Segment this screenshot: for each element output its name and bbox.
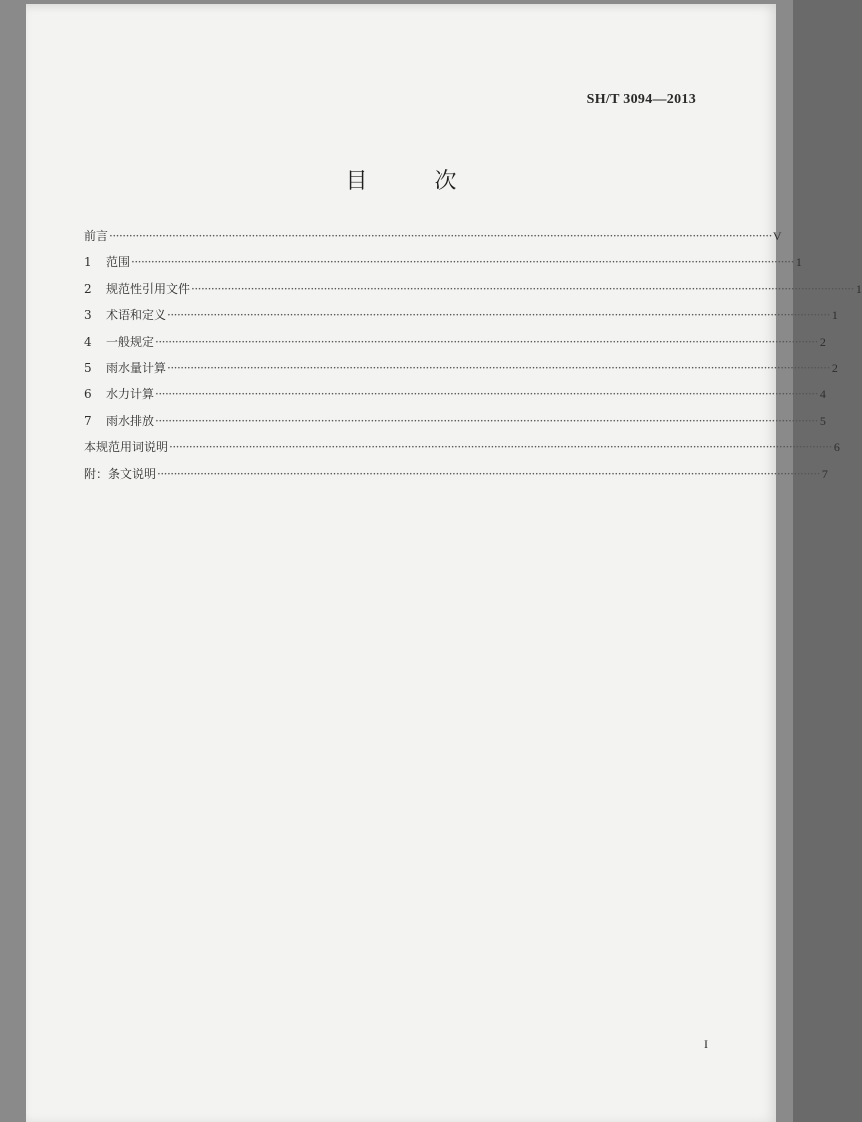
toc-dot-leader: ········································································································································································································ [109,229,772,243]
toc-entry-number: 3 [84,308,92,323]
toc-entry-page: 1 [831,308,838,323]
toc-entry[interactable] [84,465,828,491]
toc-entry-page: 1 [795,255,802,270]
toc-title: 目 次 [345,169,487,194]
toc-entry-page: 6 [833,440,840,455]
toc-entry-label: 水力计算 [106,387,155,402]
document-page [26,4,862,1122]
toc-entry[interactable] [84,412,826,438]
toc-entry-page: 2 [831,360,838,375]
toc-entry[interactable] [84,333,826,359]
toc-entry-number: 7 [84,413,92,428]
toc-entry[interactable] [84,253,802,279]
toc-entry-label: 本规范用词说明 [84,440,169,455]
toc-entry-label: 范围 [106,255,131,270]
toc-entry-number: 1 [84,255,92,270]
toc-entry-label: 一般规定 [106,334,155,349]
toc-entry[interactable] [84,227,782,253]
toc-entry-label: 雨水排放 [106,413,155,428]
toc-dot-leader: ········································································································································································································ [155,387,818,402]
table-of-contents [84,227,862,491]
toc-entry-page: 7 [821,466,828,481]
toc-entry-page: 5 [819,413,826,428]
toc-dot-leader: ········································································································································································································ [167,308,830,323]
toc-entry-label: 雨水量计算 [106,360,167,375]
toc-entry-page: 1 [855,281,862,296]
toc-entry-number: 5 [84,360,92,375]
toc-entry-number: 2 [84,281,92,296]
toc-entry[interactable] [84,359,838,385]
toc-entry-page: 4 [819,387,826,402]
toc-entry[interactable] [84,280,862,306]
toc-dot-leader: ········································································································································································································ [131,255,794,270]
toc-entry-number: 6 [84,387,92,402]
page-number: I [704,1037,708,1051]
toc-entry-label: 规范性引用文件 [106,281,191,296]
toc-entry[interactable] [84,385,826,411]
toc-entry-page: V [772,229,782,243]
toc-entry-page: 2 [819,334,826,349]
toc-entry[interactable] [84,438,840,464]
toc-dot-leader: ········································································································································································································ [155,413,818,428]
toc-dot-leader: ········································································································································································································ [167,360,830,375]
standard-code: SH/T 3094—2013 [586,92,696,107]
toc-entry[interactable] [84,306,838,332]
toc-dot-leader: ········································································································································································································ [191,281,854,296]
toc-entry-label: 附：条文说明 [84,466,157,481]
toc-dot-leader: ········································································································································································································ [155,334,818,349]
toc-entry-label: 术语和定义 [106,308,167,323]
toc-dot-leader: ········································································································································································································ [157,466,820,481]
toc-dot-leader: ········································································································································································································ [169,440,832,455]
toc-entry-label: 前言 [84,229,109,243]
toc-entry-number: 4 [84,334,92,349]
